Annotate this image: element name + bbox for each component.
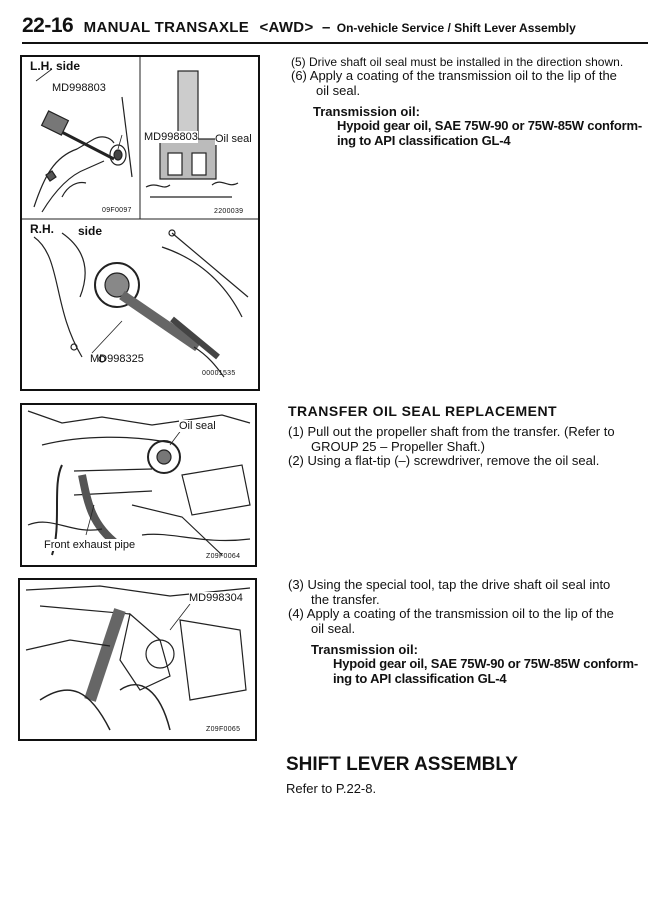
figure-2-code: Z09F0064	[206, 553, 241, 560]
section-title: MANUAL TRANSAXLE	[83, 19, 250, 36]
lh-side-label: L.H. side	[30, 59, 81, 73]
header-subtitle: On-vehicle Service / Shift Lever Assembly	[336, 21, 576, 35]
oil-spec-2-line-1: Hypoid gear oil, SAE 75W-90 or 75W-85W conform-	[333, 656, 639, 671]
oil-spec-2-line-2: ing to API classification GL-4	[333, 671, 507, 686]
step-6-line-2: oil seal.	[316, 83, 361, 98]
figure-drive-shaft-seal	[20, 55, 260, 391]
transfer-step-1-line-1: (1) Pull out the propeller shaft from the transfer. (Refer to	[288, 424, 615, 439]
step-6-line-1: (6) Apply a coating of the transmission oil to the lip of the	[291, 68, 617, 83]
lh-tool-label: MD998803	[52, 82, 106, 94]
oil-heading-1: Transmission oil:	[313, 104, 420, 119]
oil-spec-1-line-2: ing to API classification GL-4	[337, 133, 511, 148]
step-4-line-2: oil seal.	[311, 621, 356, 636]
oil-heading-2: Transmission oil:	[311, 642, 418, 657]
step-3-line-2: the transfer.	[311, 592, 380, 607]
section-seal-label: Oil seal	[215, 133, 252, 145]
rh-tool-label: MD998325	[90, 353, 144, 365]
tool-md998304-label: MD998304	[189, 592, 243, 604]
front-exhaust-pipe-label: Front exhaust pipe	[44, 539, 136, 551]
lh-figure-code: 09F0097	[102, 207, 132, 214]
section-figure-code: 2200039	[214, 208, 244, 215]
page-number: 22-16	[22, 14, 74, 37]
rh-figure-code: 00001535	[202, 370, 236, 377]
figure-transfer-seal-removal	[20, 403, 257, 567]
rh-side-label-b: side	[78, 224, 103, 238]
figure-3-code: Z09F0065	[206, 726, 241, 733]
transfer-heading: TRANSFER OIL SEAL REPLACEMENT	[288, 403, 558, 419]
rh-side-label-a: R.H.	[30, 222, 54, 236]
transfer-step-2: (2) Using a flat-tip (–) screwdriver, remove the oil seal.	[288, 453, 600, 468]
step-5: (5) Drive shaft oil seal must be installed in the direction shown.	[291, 55, 624, 69]
transfer-step-1-line-2: GROUP 25 – Propeller Shaft.)	[311, 439, 485, 454]
shift-lever-reference: Refer to P.22-8.	[286, 781, 377, 796]
figure-transfer-seal-install	[18, 578, 257, 741]
step-3-line-1: (3) Using the special tool, tap the drive shaft oil seal into	[288, 577, 611, 592]
section-tool-label: MD998803	[144, 131, 198, 143]
shift-lever-heading: SHIFT LEVER ASSEMBLY	[286, 754, 518, 775]
model-tag: <AWD>	[259, 19, 314, 36]
oil-seal-label: Oil seal	[179, 420, 216, 432]
header-dash: –	[321, 19, 331, 36]
page-header	[22, 14, 648, 44]
figure-1-illustration	[22, 57, 258, 389]
oil-spec-1-line-1: Hypoid gear oil, SAE 75W-90 or 75W-85W conform-	[337, 118, 643, 133]
step-4-line-1: (4) Apply a coating of the transmission oil to the lip of the	[288, 606, 614, 621]
